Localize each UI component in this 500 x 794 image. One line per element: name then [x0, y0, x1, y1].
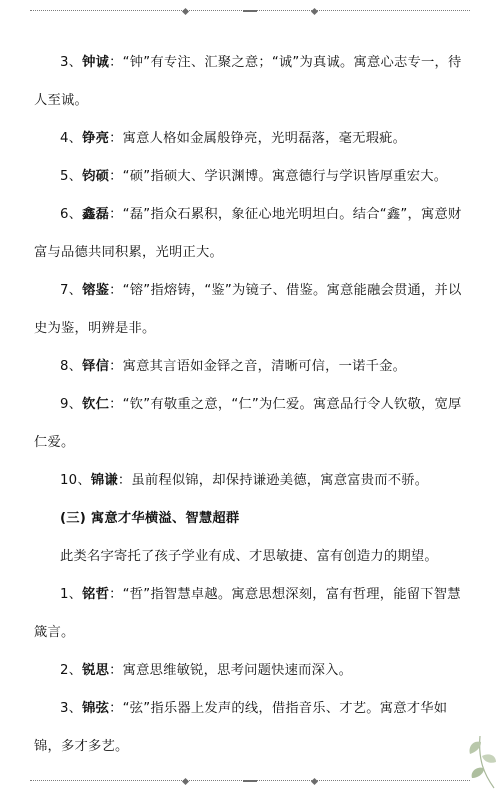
- item-text: ：寓意其言语如金铎之音，清晰可信，一诺千金。: [109, 359, 407, 374]
- bottom-border: [0, 776, 500, 786]
- item-number: 2、: [60, 663, 83, 678]
- top-border: [0, 6, 500, 16]
- item-name: 锦谦: [90, 473, 118, 488]
- diamond-ornament-icon: [311, 777, 318, 784]
- list-item: [34, 690, 468, 766]
- item-name: 镕鉴: [82, 283, 110, 298]
- item-number: 6、: [60, 207, 83, 222]
- list-item: [34, 196, 468, 272]
- item-text: ：“弦”指乐器上发声的线，借指音乐、才艺。寓意才华如锦，多才多艺。: [34, 701, 448, 754]
- item-name: 铮亮: [82, 131, 110, 146]
- item-name: 钧硕: [82, 169, 110, 184]
- section-intro: 此类名字寄托了孩子学业有成、才思敏捷、富有创造力的期望。: [60, 549, 438, 564]
- list-item: [34, 576, 468, 652]
- item-number: 5、: [60, 169, 83, 184]
- item-text: ：“钦”有敬重之意，“仁”为仁爱。寓意品行令人钦敬，宽厚仁爱。: [34, 397, 462, 450]
- item-number: 7、: [60, 283, 83, 298]
- item-number: 4、: [60, 131, 83, 146]
- dash-ornament-icon: [243, 10, 257, 12]
- item-name: 锐思: [82, 663, 110, 678]
- diamond-ornament-icon: [311, 7, 318, 14]
- item-name: 锦弦: [82, 701, 110, 716]
- document-body: [34, 44, 468, 766]
- list-item: [34, 120, 468, 158]
- list-item: [34, 272, 468, 348]
- item-name: 铭哲: [82, 587, 110, 602]
- list-item: [34, 158, 468, 196]
- item-number: 10、: [60, 473, 91, 488]
- leaf-branch-icon: [454, 730, 498, 790]
- item-number: 9、: [60, 397, 83, 412]
- list-item: [34, 652, 468, 690]
- list-item: [34, 462, 468, 500]
- diamond-ornament-icon: [182, 7, 189, 14]
- item-name: 鑫磊: [82, 207, 110, 222]
- item-text: ：寓意人格如金属般铮亮，光明磊落，毫无瑕疵。: [109, 131, 407, 146]
- diamond-ornament-icon: [182, 777, 189, 784]
- item-text: ：虽前程似锦，却保持谦逊美德，寓意富贵而不骄。: [117, 473, 429, 488]
- item-text: ：“哲”指智慧卓越。寓意思想深刻，富有哲理，能留下智慧箴言。: [34, 587, 461, 640]
- item-text: ：“硕”指硕大、学识渊博。寓意德行与学识皆厚重宏大。: [109, 169, 448, 184]
- item-text: ：寓意思维敏锐，思考问题快速而深入。: [109, 663, 353, 678]
- item-text: ：“钟”有专注、汇聚之意；“诚”为真诚。寓意心志专一，待人至诚。: [34, 55, 462, 108]
- item-number: 3、: [60, 701, 83, 716]
- item-name: 铎信: [82, 359, 110, 374]
- item-name: 钟诚: [82, 55, 110, 70]
- item-number: 8、: [60, 359, 83, 374]
- dash-ornament-icon: [243, 780, 257, 782]
- item-name: 钦仁: [82, 397, 110, 412]
- list-item: [34, 348, 468, 386]
- list-item: [34, 386, 468, 462]
- item-number: 3、: [60, 55, 83, 70]
- item-number: 1、: [60, 587, 83, 602]
- list-item: [34, 44, 468, 120]
- item-text: ：“磊”指众石累积，象征心地光明坦白。结合“鑫”，寓意财富与品德共同积累，光明正大。: [34, 207, 462, 260]
- section-heading: (三) 寓意才华横溢、智慧超群: [60, 511, 240, 526]
- item-text: ：“镕”指熔铸，“鉴”为镜子、借鉴。寓意能融会贯通，并以史为鉴，明辨是非。: [34, 283, 462, 336]
